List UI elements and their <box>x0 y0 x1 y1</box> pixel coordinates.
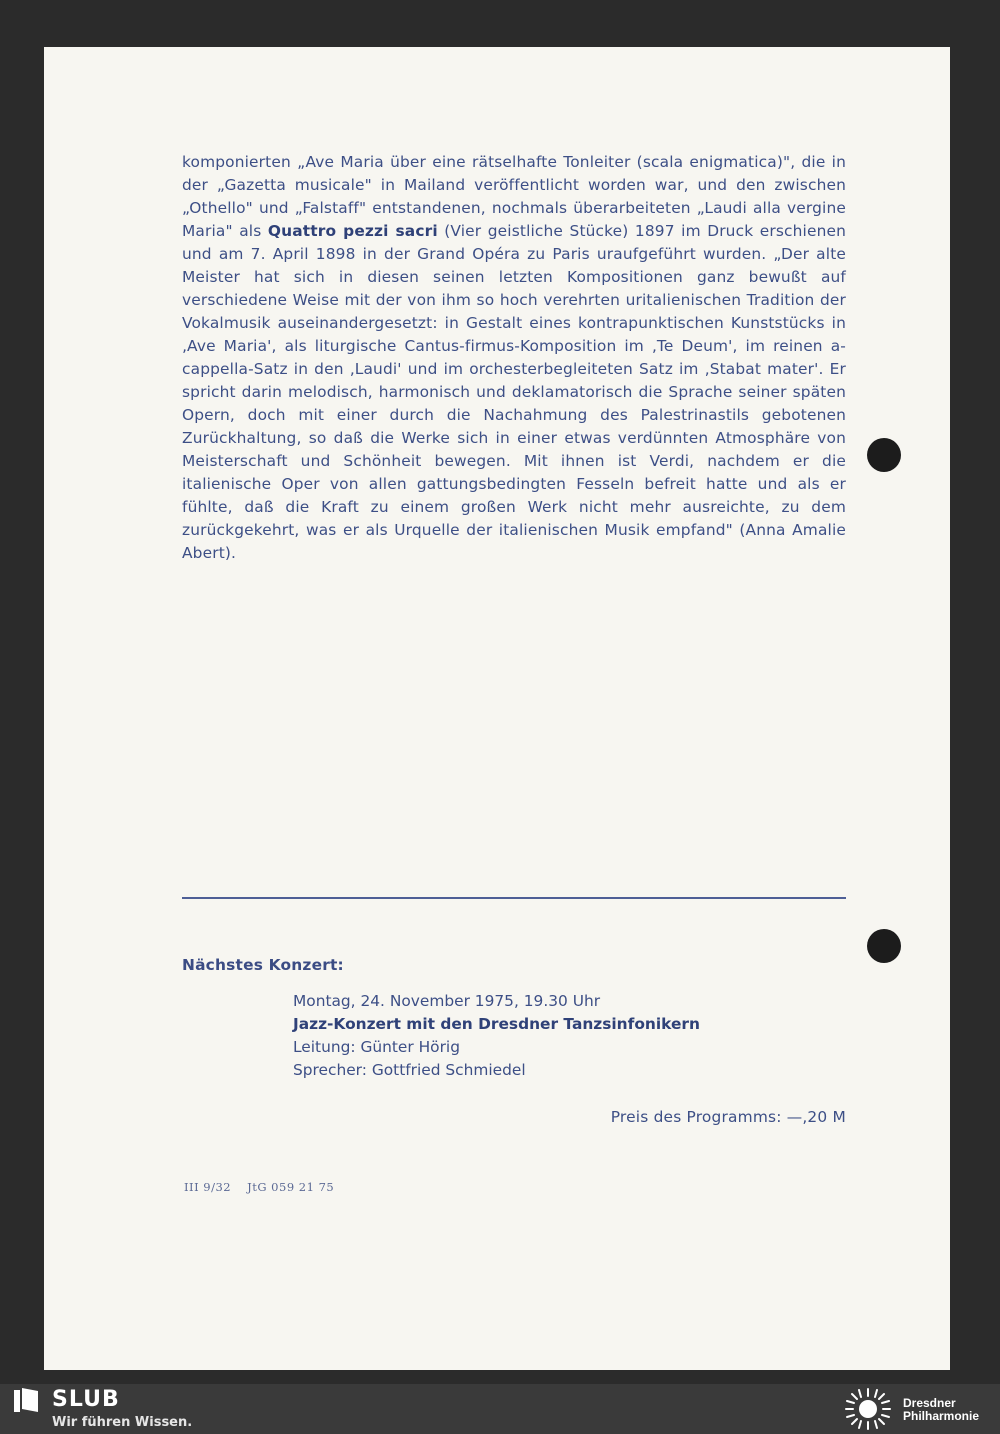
print-code-number: JtG 059 21 75 <box>247 1180 335 1194</box>
work-title-bold: Quattro pezzi sacri <box>267 222 438 240</box>
program-price: Preis des Programms: —,20 M <box>610 1108 846 1126</box>
slub-book-icon <box>14 1388 40 1412</box>
next-concert-heading: Nächstes Konzert: <box>182 956 344 974</box>
punch-hole-bottom <box>867 929 901 963</box>
concert-speaker: Sprecher: Gottfried Schmiedel <box>293 1061 526 1079</box>
concert-title: Jazz-Konzert mit den Dresdner Tanzsinfonikern <box>293 1015 700 1033</box>
slub-title: SLUB <box>52 1387 120 1412</box>
print-code-license: III 9/32 <box>184 1180 232 1194</box>
concert-date: Montag, 24. November 1975, 19.30 Uhr <box>293 992 601 1010</box>
paragraph-part-2: (Vier geistliche Stücke) 1897 im Druck erschienen und am 7. April 1898 in der Grand Opéra zu Paris uraufgeführt wurden. „Der alte Meister hat sich in diesen seinen letzten Kompositionen ganz bewußt auf verschiedene Weise mit der von ihm so hoch verehrten uritalienischen Tradition der Vokalmusik auseinandergesetzt: in Gestalt eines kontrapunktischen Kunststücks in ‚Ave Maria', als liturgische Cantus-firmus-Komposition im ‚Te Deum', im reinen a-cappella-Satz in den ‚Laudi' und im orchesterbegleiteten Satz im ‚Stabat mater'. Er spricht darin melodisch, harmonisch und deklamatorisch die Sprache seiner späten Opern, doch mit einer durch die Nachahmung des Palestrinastils gebotenen Zurückhaltung, so daß die Werke sich in einer etwas verdünnten Atmosphäre von Meisterschaft und Schönheit bewegen. Mit ihnen ist Verdi, nachdem er die italienische Oper von allen gattungsbedingten Fesseln befreit hatte und als er fühlte, daß die Kraft zu einem großen Werk nicht mehr ausreichte, zu dem zurückgekehrt, was er als Urquelle der italienischen Musik empfand" (Anna Amalie Abert). <box>182 222 846 562</box>
slub-tagline: Wir führen Wissen. <box>52 1415 193 1430</box>
body-paragraph <box>182 151 846 565</box>
footer-bar <box>0 1384 1000 1434</box>
paragraph-part-1: komponierten „Ave Maria über eine rätselhafte Tonleiter (scala enigmatica)", die in der „Gazetta musicale" in Mailand veröffentlicht worden war, und den zwischen „Othello" und „Falstaff" entstandenen, nochmals überarbeiteten „Laudi alla vergine Maria" als <box>182 153 846 240</box>
punch-hole-top <box>867 438 901 472</box>
philharmonie-line-1: Dresdner <box>903 1396 956 1410</box>
philharmonie-sunburst-icon <box>842 1387 894 1431</box>
concert-conductor: Leitung: Günter Hörig <box>293 1038 460 1056</box>
horizontal-rule <box>182 897 846 899</box>
print-code <box>184 1180 350 1194</box>
document-page <box>44 47 950 1370</box>
next-concert-details <box>293 990 700 1082</box>
philharmonie-line-2: Philharmonie <box>903 1409 980 1423</box>
philharmonie-name <box>903 1397 979 1423</box>
